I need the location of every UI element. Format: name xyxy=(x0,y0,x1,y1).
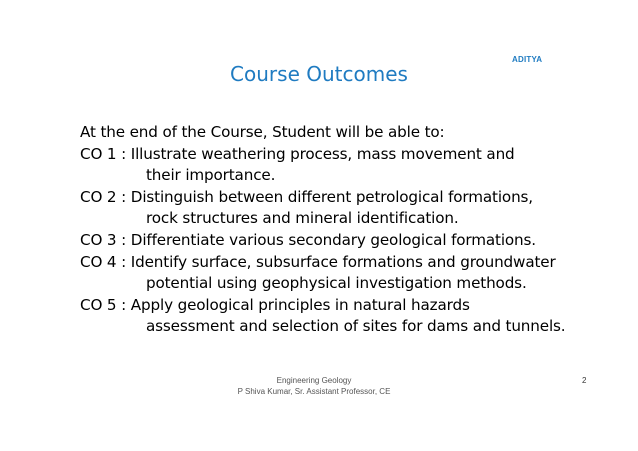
outcome-item xyxy=(80,187,628,230)
outcome-item xyxy=(80,295,628,338)
outcome-label: CO 4 : xyxy=(80,252,131,271)
outcome-text: Identify surface, subsurface formations and groundwater xyxy=(130,252,556,271)
outcome-continuation: potential using geophysical investigation methods. xyxy=(146,274,527,293)
intro-line: At the end of the Course, Student will be able to: xyxy=(80,123,445,141)
outcome-continuation: their importance. xyxy=(146,166,276,185)
outcome-continuation: assessment and selection of sites for dams and tunnels. xyxy=(146,317,566,336)
slide-footer xyxy=(0,375,628,397)
outcome-text: Illustrate weathering process, mass movement and xyxy=(130,144,515,163)
outcome-text: Apply geological principles in natural hazards xyxy=(130,295,470,314)
outcome-continuation: rock structures and mineral identification. xyxy=(146,209,459,228)
outcome-label: CO 3 : xyxy=(80,230,131,249)
outcome-label: CO 1 : xyxy=(80,144,131,163)
outcome-text: Distinguish between different petrological formations, xyxy=(130,187,533,206)
slide-title: Course Outcomes xyxy=(230,62,408,86)
page-number: 2 xyxy=(582,376,587,385)
footer-subject: Engineering Geology xyxy=(276,376,352,385)
outcome-item xyxy=(80,252,628,295)
outcome-item xyxy=(80,144,628,187)
logo-text: ADITYA xyxy=(512,55,543,64)
outcome-text: Differentiate various secondary geological formations. xyxy=(130,230,536,249)
footer-author: P Shiva Kumar, Sr. Assistant Professor, CE xyxy=(237,387,391,396)
outcome-label: CO 2 : xyxy=(80,187,131,206)
outcome-label: CO 5 : xyxy=(80,295,131,314)
course-outcomes-body xyxy=(80,122,628,338)
outcome-item xyxy=(80,230,628,252)
